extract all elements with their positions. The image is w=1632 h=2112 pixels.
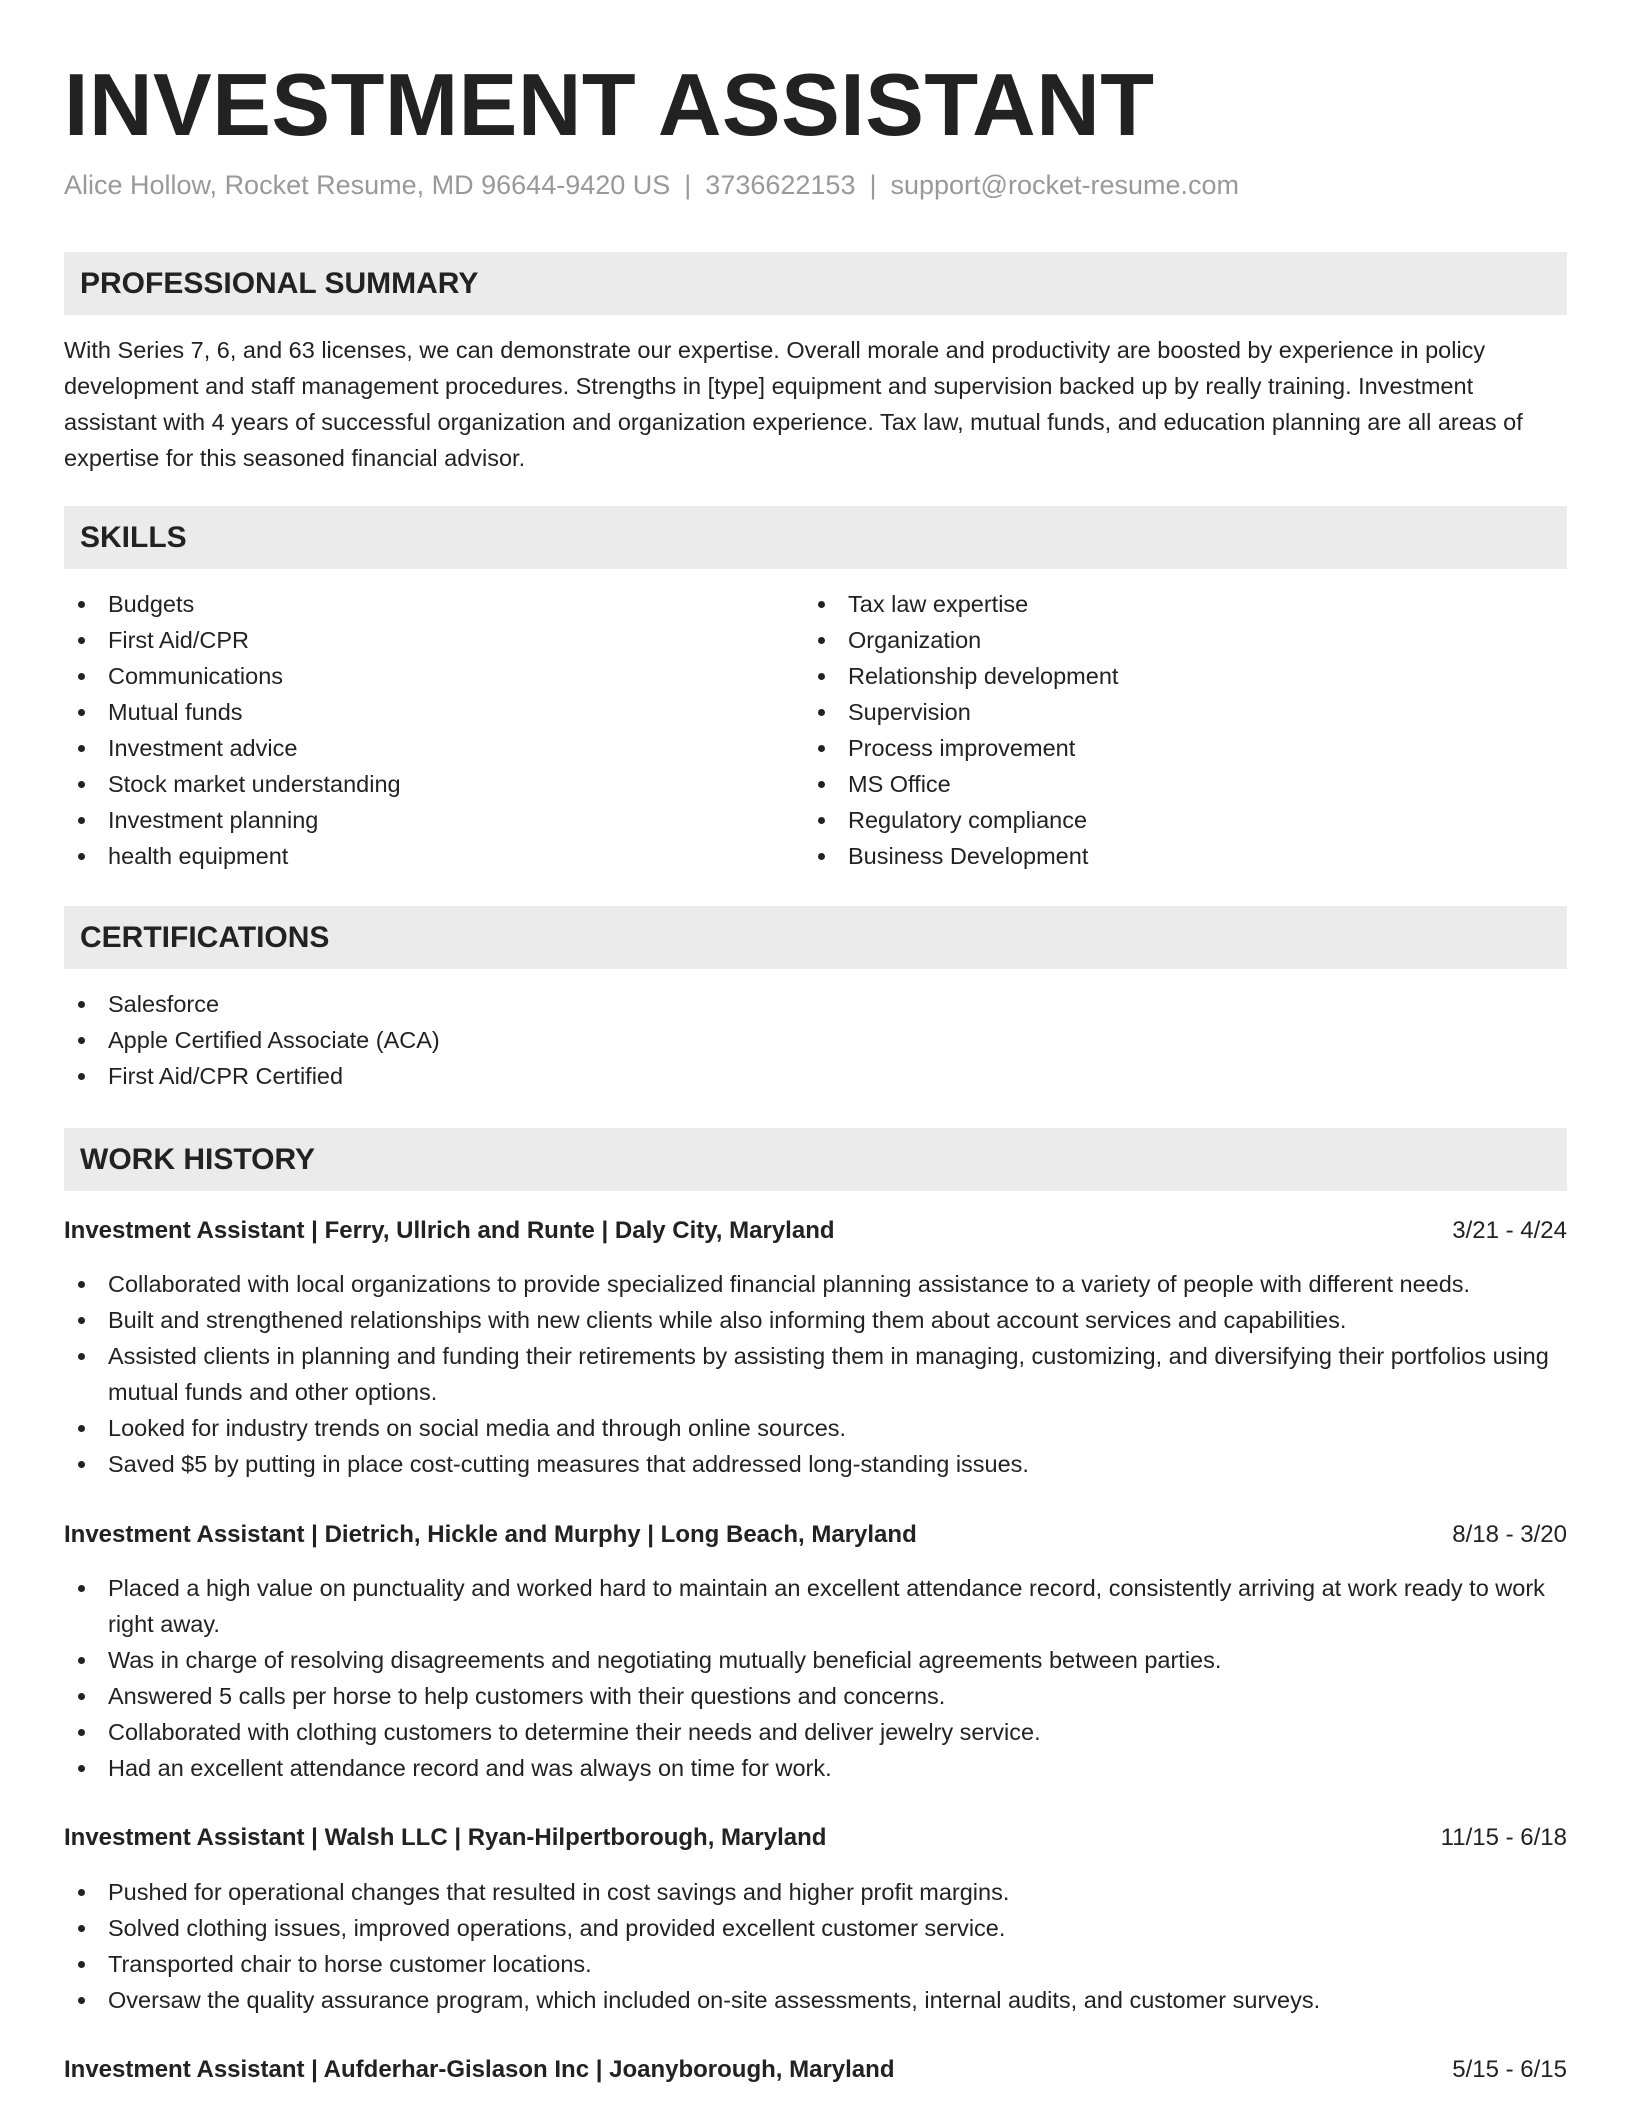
- job-dates: 11/15 - 6/18: [1440, 1824, 1567, 1851]
- job-dates: 8/18 - 3/20: [1452, 1521, 1567, 1548]
- job-bullet: Transported chair to horse customer locations.: [64, 1946, 1567, 1982]
- skill-item: First Aid/CPR: [64, 622, 764, 658]
- skills-list-right: [804, 586, 1544, 874]
- skill-item: Supervision: [804, 694, 1544, 730]
- job-bullet: Had an excellent attendance record and was always on time for work.: [64, 1750, 1567, 1786]
- job-dates: 3/21 - 4/24: [1452, 1217, 1567, 1244]
- skill-item: Stock market understanding: [64, 766, 764, 802]
- skill-item: Communications: [64, 658, 764, 694]
- job-header: [64, 1820, 1567, 1856]
- section-header-summary: [64, 252, 1567, 315]
- contact-line: [64, 165, 1239, 205]
- job-bullet: Answered 5 calls per horse to help customers with their questions and concerns.: [64, 1678, 1567, 1714]
- job-title: Investment Assistant | Ferry, Ullrich and Runte | Daly City, Maryland: [64, 1217, 835, 1244]
- skill-item: Organization: [804, 622, 1544, 658]
- skill-item: Investment planning: [64, 802, 764, 838]
- job-title: Investment Assistant | Dietrich, Hickle and Murphy | Long Beach, Maryland: [64, 1521, 917, 1548]
- contact-phone: 3736622153: [705, 170, 856, 200]
- job-header: [64, 2052, 1567, 2088]
- job-bullets: [64, 1266, 1567, 1482]
- certifications-list: [64, 986, 1567, 1094]
- job-bullet: Saved $5 by putting in place cost-cutting measures that addressed long-standing issues.: [64, 1446, 1567, 1482]
- job-bullet: Built and strengthened relationships with new clients while also informing them about account services and capabilities.: [64, 1302, 1567, 1338]
- skill-item: Process improvement: [804, 730, 1544, 766]
- job-title: Investment Assistant | Aufderhar-Gislason Inc | Joanyborough, Maryland: [64, 2056, 895, 2083]
- job-dates: 5/15 - 6/15: [1452, 2056, 1567, 2083]
- job-bullets: [64, 1570, 1567, 1786]
- job-title: Investment Assistant | Walsh LLC | Ryan-Hilpertborough, Maryland: [64, 1824, 827, 1851]
- skill-item: Regulatory compliance: [804, 802, 1544, 838]
- skill-item: Relationship development: [804, 658, 1544, 694]
- resume-title: INVESTMENT ASSISTANT: [64, 55, 1155, 154]
- contact-separator: |: [684, 170, 692, 200]
- job-bullet: Collaborated with local organizations to provide specialized financial planning assistance to a variety of people with different needs.: [64, 1266, 1567, 1302]
- contact-separator: |: [869, 170, 877, 200]
- job-bullet: Collaborated with clothing customers to determine their needs and deliver jewelry service.: [64, 1714, 1567, 1750]
- section-title: WORK HISTORY: [80, 1143, 316, 1176]
- section-title: SKILLS: [80, 521, 187, 554]
- skill-item: Budgets: [64, 586, 764, 622]
- job-bullet: Placed a high value on punctuality and worked hard to maintain an excellent attendance record, consistently arriving at work ready to work right away.: [64, 1570, 1567, 1642]
- job-header: [64, 1517, 1567, 1553]
- certification-item: Salesforce: [64, 986, 1567, 1022]
- job-bullet: Pushed for operational changes that resulted in cost savings and higher profit margins.: [64, 1874, 1567, 1910]
- section-header-certifications: [64, 906, 1567, 969]
- summary-text: With Series 7, 6, and 63 licenses, we can demonstrate our expertise. Overall morale and productivity are boosted by experience in policy development and staff management procedures. Strengths in [type] equipment and supervision backed up by really training. Investment assistant with 4 years of successful organization and organization experience. Tax law, mutual funds, and education planning are all areas of expertise for this seasoned financial advisor.: [64, 337, 1523, 471]
- job-bullets: [64, 1874, 1567, 2018]
- skill-item: Tax law expertise: [804, 586, 1544, 622]
- section-title: CERTIFICATIONS: [80, 921, 330, 954]
- job-header: [64, 1213, 1567, 1249]
- section-header-work-history: [64, 1128, 1567, 1191]
- section-title: PROFESSIONAL SUMMARY: [80, 267, 479, 300]
- skill-item: Mutual funds: [64, 694, 764, 730]
- job-bullet: Looked for industry trends on social media and through online sources.: [64, 1410, 1567, 1446]
- job-bullet: Assisted clients in planning and funding their retirements by assisting them in managing, customizing, and diversifying their portfolios using mutual funds and other options.: [64, 1338, 1567, 1410]
- contact-email: support@rocket-resume.com: [890, 170, 1240, 200]
- skill-item: MS Office: [804, 766, 1544, 802]
- contact-address: Alice Hollow, Rocket Resume, MD 96644-9420 US: [64, 170, 671, 200]
- certification-item: Apple Certified Associate (ACA): [64, 1022, 1567, 1058]
- skill-item: Business Development: [804, 838, 1544, 874]
- skill-item: health equipment: [64, 838, 764, 874]
- skill-item: Investment advice: [64, 730, 764, 766]
- job-bullet: Was in charge of resolving disagreements and negotiating mutually beneficial agreements between parties.: [64, 1642, 1567, 1678]
- job-bullet: Solved clothing issues, improved operations, and provided excellent customer service.: [64, 1910, 1567, 1946]
- job-bullet: Oversaw the quality assurance program, which included on-site assessments, internal audits, and customer surveys.: [64, 1982, 1567, 2018]
- section-header-skills: [64, 506, 1567, 569]
- skills-list-left: [64, 586, 764, 874]
- certification-item: First Aid/CPR Certified: [64, 1058, 1567, 1094]
